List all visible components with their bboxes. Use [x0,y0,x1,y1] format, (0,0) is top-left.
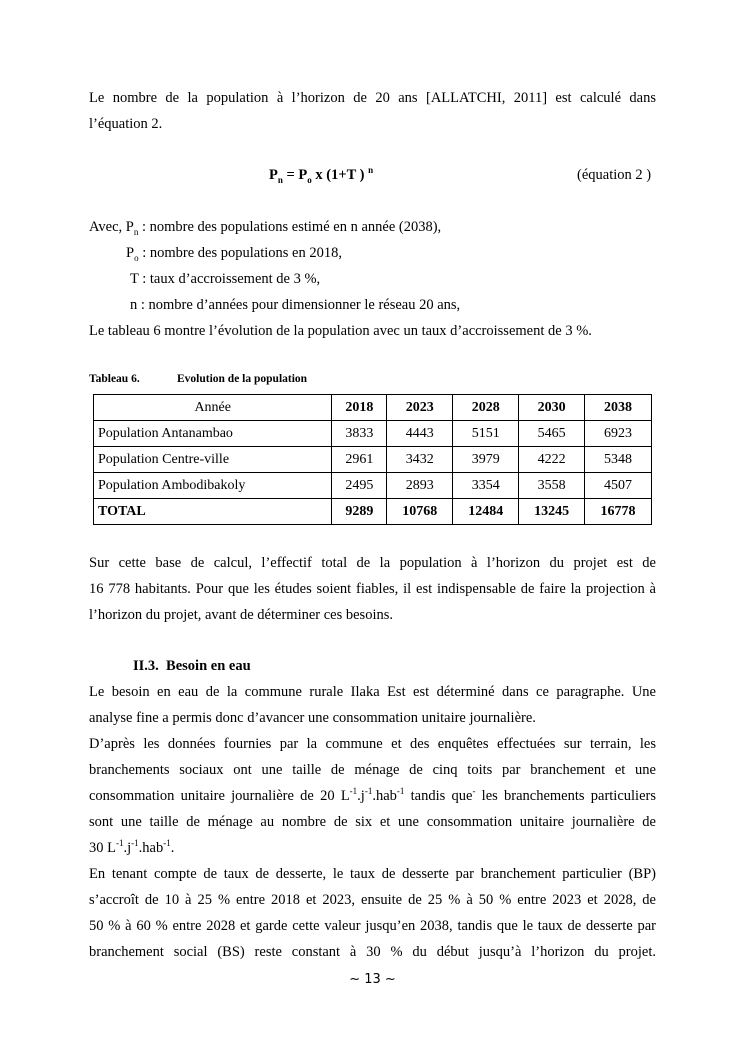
row-label: Population Ambodibakoly [94,473,332,499]
eau-l5-a: consommation unitaire journalière de 20 L [89,788,350,804]
def-n: n : nombre d’années pour dimensionner le réseau 20 ans, [130,297,461,313]
total-cell: 12484 [453,499,519,525]
section-number: II.3. [133,658,159,674]
def-po-text: : nombre des populations en 2018, [138,245,342,261]
row-label: Population Centre-ville [94,447,332,473]
equation-2 [269,166,373,184]
table-header-row [94,395,652,421]
eau-line-5 [89,787,656,805]
tableau-intro: Le tableau 6 montre l’évolution de la population avec un taux d’accroissement de 3 %. [89,323,592,339]
base-line-2: 16 778 habitants. Pour que les études soient fiables, il est indispensable de faire la projection à [89,581,656,597]
def-pn [89,218,441,236]
eq-pn-sub: n [277,174,283,185]
table-cell: 4507 [585,473,652,499]
def-pn-sub: n [133,226,139,237]
eau-line-2: analyse fine a permis donc d’avancer une consommation unitaire journalière. [89,710,536,726]
header-year: 2030 [519,395,585,421]
table-cell: 6923 [585,421,652,447]
eau-line-4: branchements sociaux ont une taille de ménage de cinq toits par branchement et une [89,762,656,778]
header-year: 2018 [332,395,387,421]
eq-rhs: x (1+T ) [311,167,369,183]
total-label: TOTAL [94,499,332,525]
eau-line-7 [89,839,174,857]
population-table [93,394,652,525]
header-year: 2023 [387,395,453,421]
def-po-p: P [126,245,135,261]
table-cell: 3354 [453,473,519,499]
total-cell: 9289 [332,499,387,525]
table-cell: 4222 [519,447,585,473]
table-row [94,447,652,473]
eq-equals: = P [282,167,308,183]
sup: -1 [396,786,405,797]
eau-l5-c: .hab [372,788,397,804]
eau-line-3: D’après les données fournies par la commune et des enquêtes effectuées sur terrain, les [89,736,656,752]
eau-line-1: Le besoin en eau de la commune rurale Ilaka Est est déterminé dans ce paragraphe. Une [89,684,656,700]
def-t: T : taux d’accroissement de 3 %, [130,271,321,287]
table-cell: 4443 [387,421,453,447]
eq-pn: P [269,167,278,183]
eau-l7-a: 30 L [89,840,116,856]
table-caption-title: Evolution de la population [177,373,308,385]
table-cell: 3432 [387,447,453,473]
table-cell: 2495 [332,473,387,499]
def-pn-text: : nombre des populations estimé en n année (2038), [138,219,442,235]
section-title: Besoin en eau [166,658,251,674]
sup: -1 [349,786,358,797]
eau-l5-e: les branchements particuliers [475,788,656,804]
intro-line-1: Le nombre de la population à l’horizon de 20 ans [ALLATCHI, 2011] est calculé dans [89,90,656,106]
sup: - [472,786,476,797]
sup: -1 [364,786,373,797]
sup: -1 [131,838,139,849]
table-cell: 3979 [453,447,519,473]
def-po [126,244,342,262]
table-cell: 5348 [585,447,652,473]
header-annee: Année [94,395,332,421]
equation-label: (équation 2 ) [577,167,652,183]
sup: -1 [115,838,124,849]
eau-line-9: s’accroît de 10 à 25 % entre 2018 et 2023, ensuite de 25 % à 50 % entre 2023 et 2028, de [89,892,656,908]
eau-line-11: branchement social (BS) reste constant à 30 % du début jusqu’à l’horizon du projet. [89,944,656,960]
eau-line-6: sont une taille de ménage au nombre de six et une consommation unitaire journalière de [89,814,656,830]
table-cell: 5151 [453,421,519,447]
table-cell: 3833 [332,421,387,447]
table-total-row [94,499,652,525]
eau-l7-b: .j [123,840,132,856]
base-line-3: l’horizon du projet, avant de déterminer ces besoins. [89,607,393,623]
def-po-sub: o [134,252,139,263]
table-cell: 5465 [519,421,585,447]
table-caption-number: Tableau 6. [89,373,140,385]
eau-line-8: En tenant compte de taux de desserte, le taux de desserte par branchement particulier (BP) [89,866,656,882]
section-heading [133,657,251,675]
eau-l7-c: .hab [138,840,164,856]
header-year: 2038 [585,395,652,421]
total-cell: 16778 [585,499,652,525]
header-year: 2028 [453,395,519,421]
eq-exponent: n [368,165,374,176]
page-number: ~ 13 ~ [349,972,396,987]
table-cell: 2961 [332,447,387,473]
eau-line-10: 50 % à 60 % entre 2028 et garde cette valeur jusqu’en 2038, tandis que le taux de desserte par [89,918,656,934]
table-row [94,473,652,499]
eau-l5-d: tandis que [404,788,473,804]
sup: -1 [163,838,171,849]
total-cell: 10768 [387,499,453,525]
def-avec: Avec, P [89,219,134,235]
eau-l5-b: .j [357,788,365,804]
table-row [94,421,652,447]
intro-line-2: l’équation 2. [89,116,163,132]
total-cell: 13245 [519,499,585,525]
row-label: Population Antanambao [94,421,332,447]
base-line-1: Sur cette base de calcul, l’effectif total de la population à l’horizon du projet est de [89,555,656,571]
eau-l7-d: . [170,840,175,856]
eq-p0-sub: o [307,174,312,185]
table-cell: 2893 [387,473,453,499]
table-cell: 3558 [519,473,585,499]
